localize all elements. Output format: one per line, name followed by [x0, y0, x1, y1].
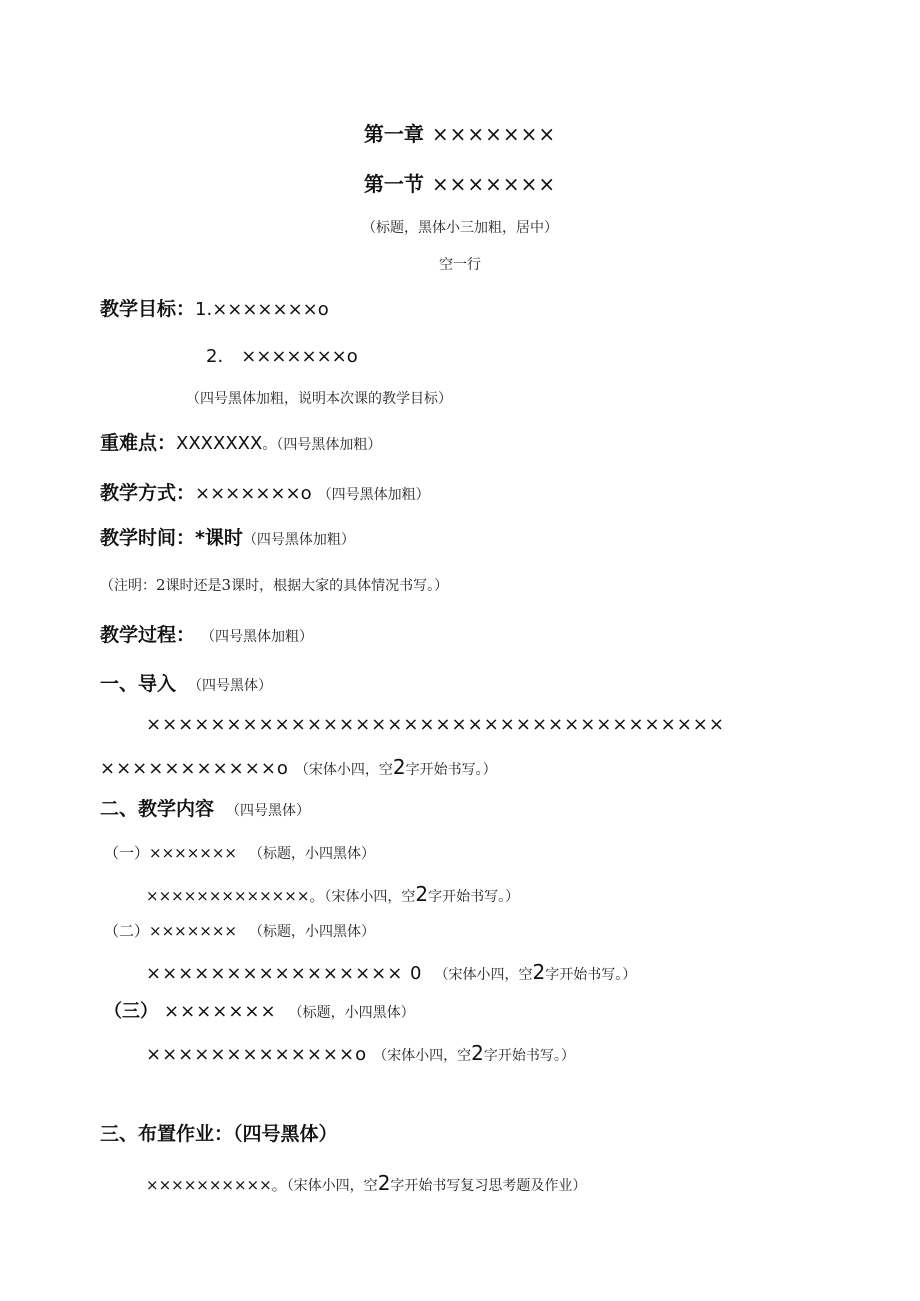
process-line — [100, 626, 313, 645]
subsection-3-body — [146, 1043, 575, 1064]
intro-body-note-num: 2 — [392, 755, 406, 779]
intro-body-note-pre: （宋体小四，空 — [294, 762, 393, 778]
subsection-2-heading — [104, 923, 375, 939]
subsection-2-body-text: ×××××××××××××××× 0 — [146, 963, 423, 984]
subsection-1-body-note-pre: （宋体小四，空 — [324, 889, 416, 905]
subsection-2-body-note-num: 2 — [532, 960, 546, 984]
intro-heading-line — [100, 675, 272, 694]
method-value: ×××××××o — [195, 483, 312, 504]
intro-body-line-1: ×××××××××××××××××××××××××××××××××××× — [146, 714, 725, 735]
homework-note-pre: （宋体小四，空 — [286, 1178, 378, 1194]
content-note: （四号黑体） — [226, 803, 311, 819]
objective-item-2-number: 2. — [206, 346, 224, 367]
time-label: 教学时间：*课时 — [100, 527, 243, 549]
section-title-placeholder: ××××××× — [431, 172, 557, 196]
intro-body-note-post: 字开始书写。） — [405, 762, 497, 778]
intro-note: （四号黑体） — [188, 678, 273, 694]
chapter-title-placeholder: ××××××× — [431, 122, 557, 146]
homework-body-text: ××××××××××。 — [146, 1176, 287, 1194]
subsection-3-note: （标题，小四黑体） — [288, 1005, 415, 1021]
method-line — [100, 484, 430, 503]
subsection-3-heading — [104, 1003, 415, 1021]
subsection-1-body-note-post: 字开始书写。） — [428, 889, 520, 905]
subsection-1-body-note-num: 2 — [415, 882, 429, 906]
blank-line-note: 空一行 — [439, 257, 481, 273]
method-label: 教学方式： — [100, 482, 196, 504]
homework-heading: 三、布置作业：（四号黑体） — [100, 1123, 338, 1145]
key-points-note: 。（四号黑体加粗） — [262, 437, 382, 453]
key-points-line — [100, 434, 381, 453]
subsection-3-body-note-post: 字开始书写。） — [483, 1048, 575, 1064]
intro-body-text: ×××××××××××o — [100, 758, 289, 779]
objective-item-1: 1.×××××××o — [195, 299, 329, 320]
title-format-note: （标题，黑体小三加粗，居中） — [362, 220, 558, 236]
time-line — [100, 529, 355, 548]
process-label: 教学过程： — [100, 624, 196, 646]
intro-body-line-2 — [100, 757, 497, 778]
chapter-label: 第一章 — [363, 122, 424, 146]
subsection-3-body-note-pre: （宋体小四，空 — [373, 1048, 472, 1064]
time-note: （四号黑体加粗） — [242, 532, 355, 548]
objective-item-2 — [206, 348, 358, 366]
subsection-2-note: （标题，小四黑体） — [248, 924, 375, 940]
subsection-2-body-note-pre: （宋体小四，空 — [434, 967, 533, 983]
subsection-1-note: （标题，小四黑体） — [248, 846, 375, 862]
content-heading: 二、教学内容 — [100, 798, 215, 820]
homework-body — [146, 1173, 586, 1193]
objectives-label: 教学目标： — [100, 298, 196, 320]
key-points-label: 重难点： — [100, 432, 177, 454]
subsection-1-heading — [104, 845, 375, 861]
chapter-title — [0, 124, 920, 144]
remark-num-2: 3 — [221, 576, 232, 594]
subsection-3-label: （三） — [104, 1001, 158, 1022]
intro-heading: 一、导入 — [100, 673, 177, 695]
homework-note-post: 字开始书写复习思考题及作业） — [390, 1178, 587, 1194]
subsection-3-title: ××××××× — [164, 1001, 277, 1022]
subsection-2-body-note-post: 字开始书写。） — [545, 967, 637, 983]
method-note: （四号黑体加粗） — [317, 487, 430, 503]
content-heading-line — [100, 800, 310, 819]
subsection-1-label: （一）××××××× — [104, 844, 237, 862]
objectives-note: （四号黑体加粗，说明本次课的教学目标） — [186, 391, 452, 407]
remark-post: 课时，根据大家的具体情况书写。） — [231, 578, 449, 594]
subsection-1-body-text: ×××××××××××××。 — [146, 887, 325, 905]
subsection-1-body — [146, 884, 519, 904]
subsection-2-label: （二）××××××× — [104, 922, 237, 940]
remark-mid: 课时还是 — [165, 578, 222, 594]
objective-item-2-text: ×××××××o — [241, 346, 358, 367]
objectives-line — [100, 300, 329, 319]
subsection-3-body-note-num: 2 — [471, 1041, 484, 1065]
section-title — [0, 174, 920, 194]
remark-num-1: 2 — [156, 576, 166, 594]
process-note: （四号黑体加粗） — [201, 629, 314, 645]
remark-line — [100, 578, 448, 593]
subsection-3-body-text: ×××××××××××××o — [146, 1044, 368, 1065]
section-label: 第一节 — [363, 172, 424, 196]
subsection-2-body — [146, 962, 636, 983]
remark-pre: （注明： — [100, 578, 156, 594]
homework-note-num: 2 — [377, 1171, 391, 1195]
key-points-value: XXXXXXX — [176, 433, 263, 454]
